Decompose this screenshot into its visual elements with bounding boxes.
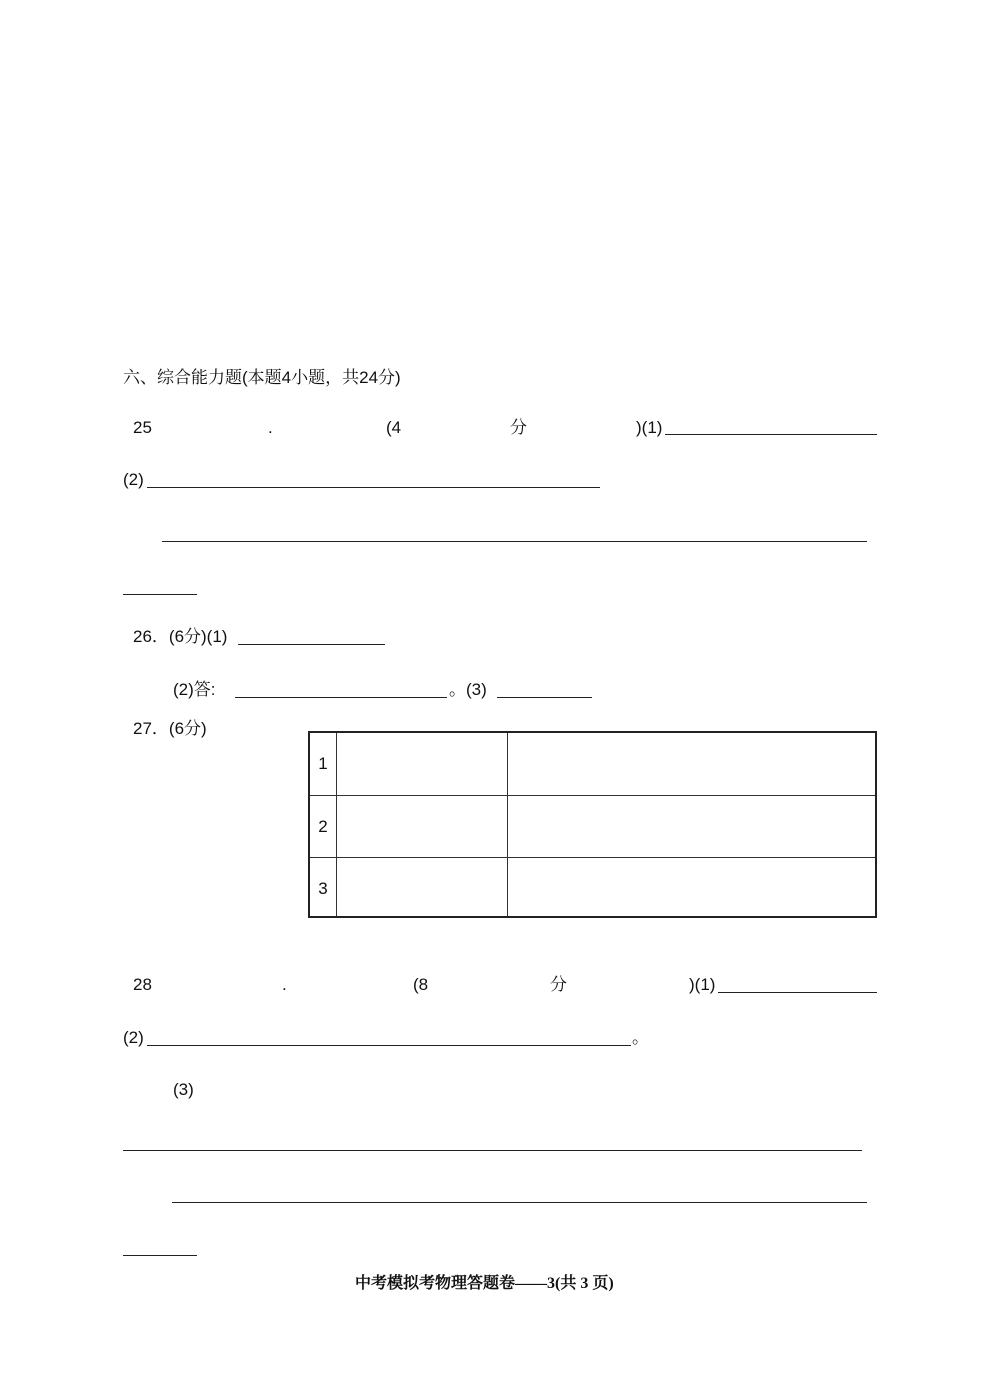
q25-part2-answer-line-3[interactable]: [123, 594, 197, 595]
q27-label: 27．(6分): [133, 719, 207, 738]
q28-score-open: (8: [413, 975, 429, 994]
q28-part3-label: (3): [173, 1080, 194, 1099]
q25-part2-label: (2): [123, 470, 144, 489]
q26-part2-answer-line[interactable]: [235, 697, 447, 698]
q25-score-open: (4: [386, 418, 402, 437]
q27-answer-table: [308, 731, 877, 918]
q25-score-unit: 分: [510, 418, 527, 437]
table-row: [310, 733, 875, 795]
table-row: [310, 857, 875, 920]
q26-part3-answer-line[interactable]: [497, 697, 592, 698]
page-footer: 中考模拟考物理答题卷——3(共 3 页): [355, 1275, 614, 1292]
q28-part2-label: (2): [123, 1028, 144, 1047]
q28-number: 28: [133, 975, 152, 994]
q25-part2-answer-line[interactable]: [147, 487, 600, 488]
q26-part2-label: (2)答:: [173, 680, 216, 699]
q26-part1-answer-line[interactable]: [238, 644, 385, 645]
q28-part3-answer-line-3[interactable]: [123, 1255, 197, 1256]
q25-part1-label: )(1): [636, 418, 663, 437]
row-number: 3: [318, 879, 328, 898]
q26-part3-label: 。(3): [449, 680, 487, 699]
q28-part3-answer-line-2[interactable]: [172, 1202, 867, 1203]
q28-score-unit: 分: [550, 975, 567, 994]
q25-part1-answer-line[interactable]: [665, 434, 877, 435]
q28-part2-answer-line[interactable]: [147, 1045, 631, 1046]
row-number: 2: [318, 817, 328, 836]
q26-label: 26．(6分)(1): [133, 627, 228, 646]
q28-part2-end: 。: [632, 1028, 649, 1047]
table-row: [310, 795, 875, 858]
q28-part1-answer-line[interactable]: [718, 992, 877, 993]
q28-part3-answer-line[interactable]: [123, 1150, 862, 1151]
q25-number: 25: [133, 418, 152, 437]
section-heading: 六、综合能力题(本题4小题，共24分): [123, 368, 401, 387]
q28-dot: .: [282, 975, 287, 994]
q28-part1-label: )(1): [689, 975, 716, 994]
q25-dot: .: [268, 418, 273, 437]
row-number: 1: [318, 754, 328, 773]
q25-part2-answer-line-2[interactable]: [162, 541, 867, 542]
